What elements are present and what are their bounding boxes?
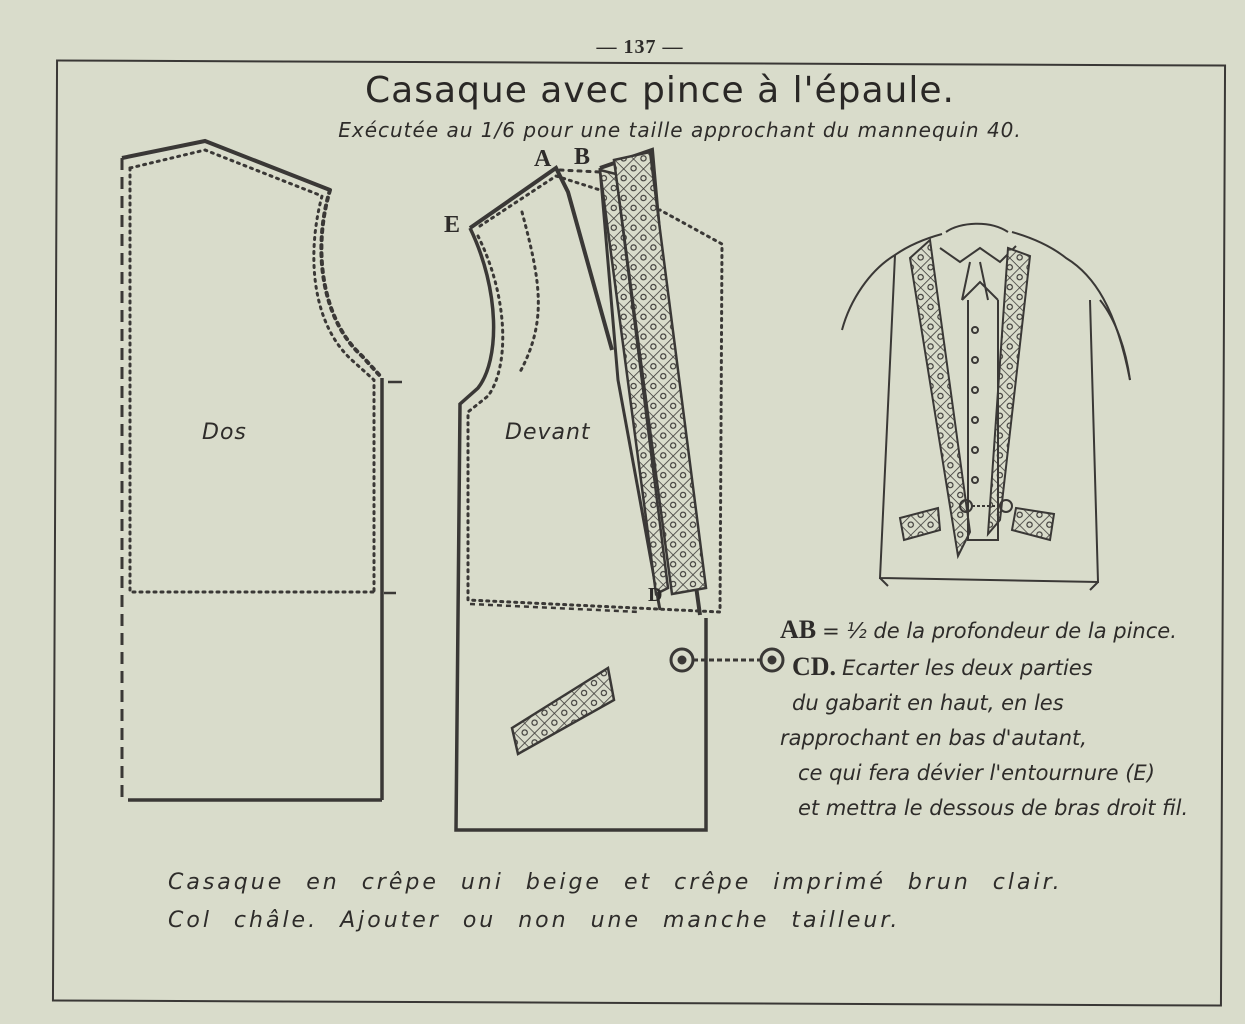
construction-notes	[780, 612, 1220, 826]
front-piece-label: Devant	[505, 420, 591, 445]
note-line: du gabarit en haut, en les	[792, 691, 1064, 715]
point-b-label: B	[574, 144, 591, 170]
page-title: Casaque avec pince à l'épaule.	[365, 70, 955, 111]
point-e-label: E	[444, 212, 461, 238]
note-line: et mettra le dessous de bras droit fil.	[798, 796, 1189, 820]
note-key: CD.	[792, 652, 837, 681]
page-subtitle: Exécutée au 1/6 pour une taille approchant du mannequin 40.	[338, 118, 1022, 142]
caption-line-2: Col châle. Ajouter ou non une manche tailleur.	[168, 908, 901, 933]
note-text: Ecarter les deux parties	[842, 656, 1093, 680]
note-key: AB	[780, 615, 817, 644]
page-number: — 137 —	[596, 36, 684, 58]
point-d-label: D	[648, 584, 663, 606]
note-line: ce qui fera dévier l'entournure (E)	[798, 761, 1155, 785]
caption-line-1: Casaque en crêpe uni beige et crêpe imprimé brun clair.	[168, 870, 1063, 895]
note-ab	[780, 612, 1220, 649]
garment-caption	[168, 864, 1063, 940]
note-cd	[780, 649, 1220, 686]
note-line: rapprochant en bas d'autant,	[780, 726, 1087, 750]
front-pattern-piece	[456, 150, 783, 830]
back-piece-label: Dos	[202, 420, 247, 445]
back-pattern-piece	[122, 141, 402, 800]
note-text: = ½ de la profondeur de la pince.	[822, 619, 1177, 643]
point-a-label: A	[534, 146, 552, 172]
jacket-illustration	[842, 224, 1130, 590]
